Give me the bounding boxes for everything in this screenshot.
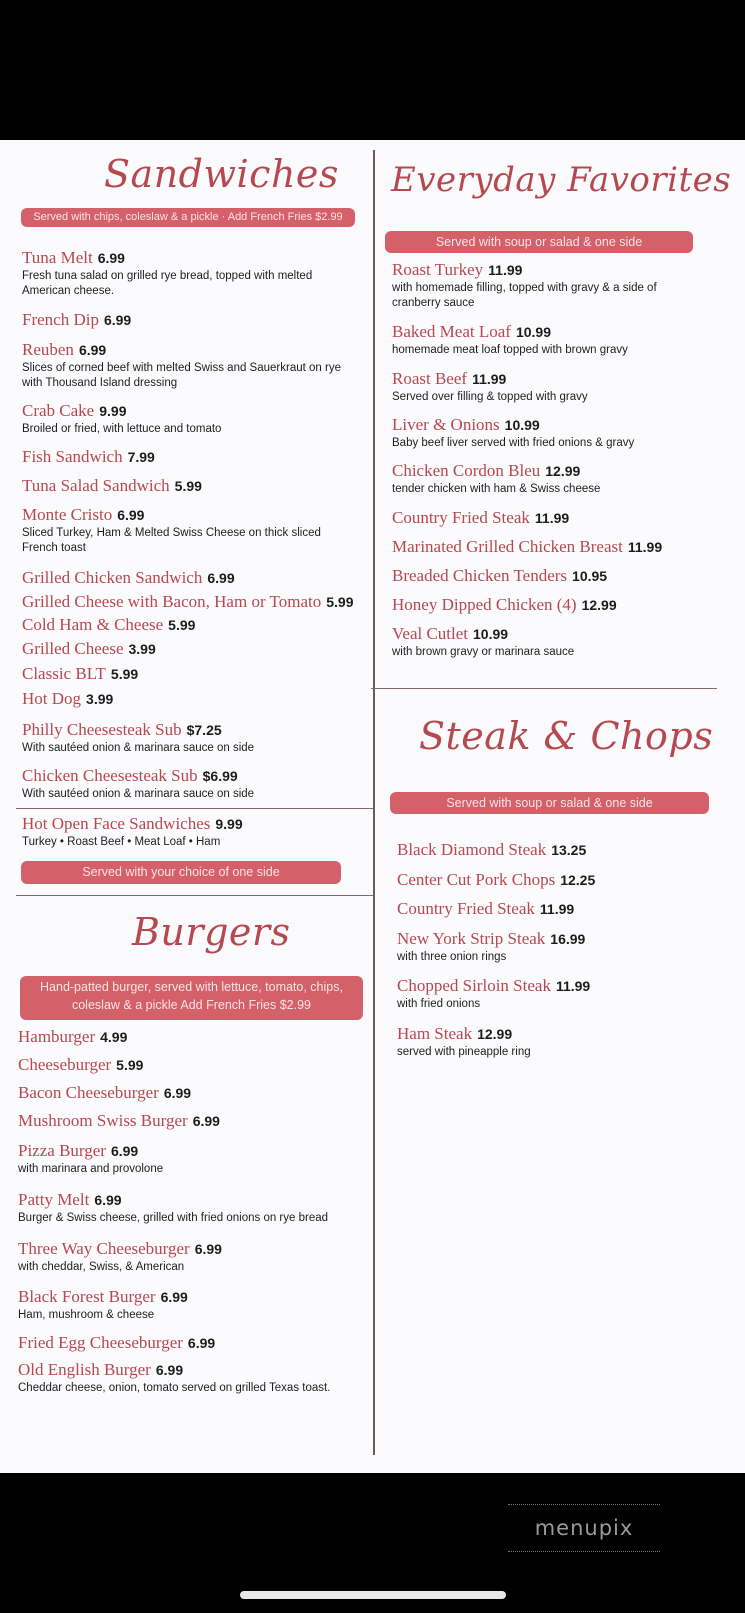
item-name: New York Strip Steak: [397, 929, 546, 948]
item-price: 11.99: [555, 978, 591, 994]
item-price: 5.99: [326, 594, 354, 610]
sandwiches-banner: Served with chips, coleslaw & a pickle · Add French Fries $2.99: [21, 208, 355, 227]
item-price: 10.99: [473, 626, 509, 642]
section-divider: [16, 808, 373, 809]
menu-item: [22, 615, 195, 635]
item-desc: Turkey • Roast Beef • Meat Loaf • Ham: [22, 836, 221, 848]
menu-item: [397, 1024, 697, 1060]
item-name: Fish Sandwich: [22, 447, 123, 466]
item-name: Three Way Cheeseburger: [18, 1239, 190, 1258]
item-name: Bacon Cheeseburger: [18, 1083, 159, 1102]
item-name: Black Forest Burger: [18, 1287, 156, 1306]
right-column: [379, 140, 745, 1473]
menu-item: [392, 260, 692, 311]
menu-item: [22, 639, 156, 659]
menu-item: [392, 369, 692, 405]
menu-item: [397, 929, 697, 965]
home-indicator[interactable]: [240, 1591, 506, 1599]
menu-item: [397, 899, 574, 919]
item-name: Chicken Cheesesteak Sub: [22, 766, 198, 785]
item-desc: Fresh tuna salad on grilled rye bread, topped with melted American cheese.: [22, 270, 313, 297]
menu-item: [392, 322, 692, 358]
item-name: Country Fried Steak: [392, 508, 530, 527]
item-name: Fried Egg Cheeseburger: [18, 1333, 183, 1352]
item-name: Monte Cristo: [22, 505, 113, 524]
left-column: [0, 140, 377, 1473]
item-name: Cold Ham & Cheese: [22, 615, 164, 634]
menu-item: [392, 624, 692, 660]
item-name: Veal Cutlet: [392, 624, 469, 643]
item-price: 5.99: [168, 617, 196, 633]
menu-item: [392, 566, 607, 586]
menu-item: [392, 595, 617, 615]
item-desc: tender chicken with ham & Swiss cheese: [392, 483, 601, 495]
item-price: 6.99: [78, 342, 107, 358]
item-price: 16.99: [550, 931, 586, 947]
item-price: 11.99: [472, 371, 507, 387]
item-name: Tuna Salad Sandwich: [22, 476, 170, 495]
item-price: 6.99: [117, 507, 145, 523]
item-name: Baked Meat Loaf: [392, 322, 511, 341]
item-price: 6.99: [192, 1113, 220, 1129]
item-price: 10.95: [572, 568, 608, 584]
item-name: French Dip: [22, 310, 99, 329]
item-name: Grilled Chicken Sandwich: [22, 568, 203, 587]
item-price: 11.99: [539, 901, 575, 917]
item-name: Philly Cheesesteak Sub: [22, 720, 182, 739]
menu-item: [18, 1239, 363, 1275]
item-price: 13.25: [551, 842, 587, 858]
item-desc: With sautéed onion & marinara sauce on side: [22, 742, 255, 754]
menu-item: [22, 664, 138, 684]
menu-page: [0, 140, 745, 1473]
item-desc: With sautéed onion & marinara sauce on side: [22, 788, 255, 800]
item-price: 11.99: [488, 262, 523, 278]
item-name: Grilled Cheese with Bacon, Ham or Tomato: [22, 592, 322, 611]
item-name: Liver & Onions: [392, 415, 500, 434]
item-name: Pizza Burger: [18, 1141, 106, 1160]
menu-item: [18, 1027, 127, 1047]
item-price: 4.99: [100, 1029, 128, 1045]
item-price: 6.99: [187, 1335, 216, 1351]
item-name: Roast Turkey: [392, 260, 484, 279]
menu-item: [397, 870, 595, 890]
item-desc: with fried onions: [397, 998, 481, 1010]
menu-item: [397, 976, 697, 1012]
item-name: Honey Dipped Chicken (4): [392, 595, 577, 614]
menu-item: [18, 1190, 363, 1226]
item-name: Breaded Chicken Tenders: [392, 566, 568, 585]
item-price: 5.99: [110, 666, 139, 682]
item-price: 3.99: [128, 641, 156, 657]
favorites-title: Everyday Favorites: [391, 160, 732, 200]
item-name: Hot Open Face Sandwiches: [22, 814, 211, 833]
item-price: 9.99: [99, 403, 127, 419]
item-desc: Ham, mushroom & cheese: [18, 1309, 155, 1321]
item-desc: Cheddar cheese, onion, tomato served on grilled Texas toast.: [18, 1382, 331, 1394]
item-price: 6.99: [94, 1192, 122, 1208]
item-name: Roast Beef: [392, 369, 468, 388]
item-desc: Burger & Swiss cheese, grilled with fried onions on rye bread: [18, 1212, 329, 1224]
item-price: 6.99: [155, 1362, 184, 1378]
item-price: 11.99: [627, 539, 663, 555]
item-desc: served with pineapple ring: [397, 1046, 531, 1058]
menu-item: [392, 537, 662, 557]
item-name: Patty Melt: [18, 1190, 90, 1209]
item-price: 6.99: [194, 1241, 222, 1257]
item-price: 6.99: [207, 570, 235, 586]
menu-item: [392, 461, 692, 497]
item-name: Hot Dog: [22, 689, 82, 708]
item-price: 6.99: [163, 1085, 192, 1101]
watermark-logo: menupix: [508, 1504, 660, 1552]
item-name: Black Diamond Steak: [397, 840, 547, 859]
item-price: 12.99: [545, 463, 581, 479]
section-divider: [371, 688, 717, 689]
menu-item: [22, 592, 354, 612]
menu-item: [22, 310, 131, 330]
hot-open-face-item: [22, 814, 243, 850]
item-name: Ham Steak: [397, 1024, 473, 1043]
item-price: $7.25: [186, 722, 222, 738]
item-name: Country Fried Steak: [397, 899, 535, 918]
burgers-title: Burgers: [132, 910, 291, 954]
item-desc: Sliced Turkey, Ham & Melted Swiss Cheese on thick sliced French toast: [22, 527, 321, 554]
menu-item: [18, 1360, 363, 1396]
item-desc: Served over filling & topped with gravy: [392, 391, 588, 403]
item-desc: with cheddar, Swiss, & American: [18, 1261, 185, 1273]
menu-item: [18, 1141, 363, 1177]
item-desc: homemade meat loaf topped with brown gravy: [392, 344, 628, 356]
item-name: Tuna Melt: [22, 248, 93, 267]
menu-item: [22, 720, 352, 756]
item-price: 12.99: [581, 597, 617, 613]
item-name: Cheeseburger: [18, 1055, 112, 1074]
item-name: Crab Cake: [22, 401, 95, 420]
menu-item: [397, 840, 586, 860]
menu-item: [22, 476, 202, 496]
item-price: 7.99: [127, 449, 155, 465]
item-price: 9.99: [215, 816, 243, 832]
item-name: Chicken Cordon Bleu: [392, 461, 541, 480]
item-price: 5.99: [174, 478, 202, 494]
menu-item: [18, 1333, 215, 1353]
item-price: 10.99: [504, 417, 540, 433]
item-desc: Baby beef liver served with fried onions & gravy: [392, 437, 635, 449]
menu-item: [392, 415, 692, 451]
item-desc: Broiled or fried, with lettuce and tomato: [22, 423, 222, 435]
item-desc: with homemade filling, topped with gravy & a side of cranberry sauce: [392, 282, 657, 309]
menu-item: [22, 505, 352, 556]
steak-title: Steak & Chops: [419, 714, 714, 758]
item-name: Grilled Cheese: [22, 639, 124, 658]
hot-open-face-banner: Served with your choice of one side: [21, 861, 341, 884]
item-name: Old English Burger: [18, 1360, 151, 1379]
item-price: 12.99: [477, 1026, 513, 1042]
item-price: 6.99: [160, 1289, 188, 1305]
item-desc: with marinara and provolone: [18, 1163, 164, 1175]
item-price: 5.99: [116, 1057, 144, 1073]
item-price: 3.99: [86, 691, 114, 707]
item-price: $6.99: [202, 768, 238, 784]
menu-item: [18, 1111, 220, 1131]
menu-item: [18, 1083, 191, 1103]
item-desc: Slices of corned beef with melted Swiss and Sauerkraut on rye with Thousand Island dressing: [22, 362, 341, 389]
item-name: Marinated Grilled Chicken Breast: [392, 537, 623, 556]
menu-item: [22, 447, 155, 467]
item-price: 11.99: [534, 510, 570, 526]
menu-item: [22, 401, 352, 437]
item-desc: with brown gravy or marinara sauce: [392, 646, 575, 658]
item-price: 6.99: [110, 1143, 139, 1159]
menu-item: [22, 766, 352, 802]
steak-banner: Served with soup or salad & one side: [390, 792, 709, 814]
menu-item: [18, 1055, 143, 1075]
item-price: 6.99: [97, 250, 125, 266]
item-name: Chopped Sirloin Steak: [397, 976, 551, 995]
sandwiches-title: Sandwiches: [104, 152, 339, 196]
menu-item: [22, 248, 352, 299]
burgers-banner: Hand-patted burger, served with lettuce, tomato, chips, coleslaw & a pickle Add French Fries $2.99: [20, 976, 363, 1020]
menu-item: [22, 340, 352, 391]
item-price: 12.25: [560, 872, 596, 888]
item-price: 10.99: [515, 324, 551, 340]
menu-item: [18, 1287, 363, 1323]
menu-item: [392, 508, 569, 528]
item-name: Center Cut Pork Chops: [397, 870, 556, 889]
favorites-banner: Served with soup or salad & one side: [385, 231, 693, 253]
item-name: Classic BLT: [22, 664, 106, 683]
menu-item: [22, 568, 235, 588]
item-name: Hamburger: [18, 1027, 96, 1046]
item-name: Reuben: [22, 340, 74, 359]
item-desc: with three onion rings: [397, 951, 507, 963]
section-divider: [16, 895, 373, 896]
item-price: 6.99: [103, 312, 132, 328]
menu-item: [22, 689, 113, 709]
item-name: Mushroom Swiss Burger: [18, 1111, 188, 1130]
